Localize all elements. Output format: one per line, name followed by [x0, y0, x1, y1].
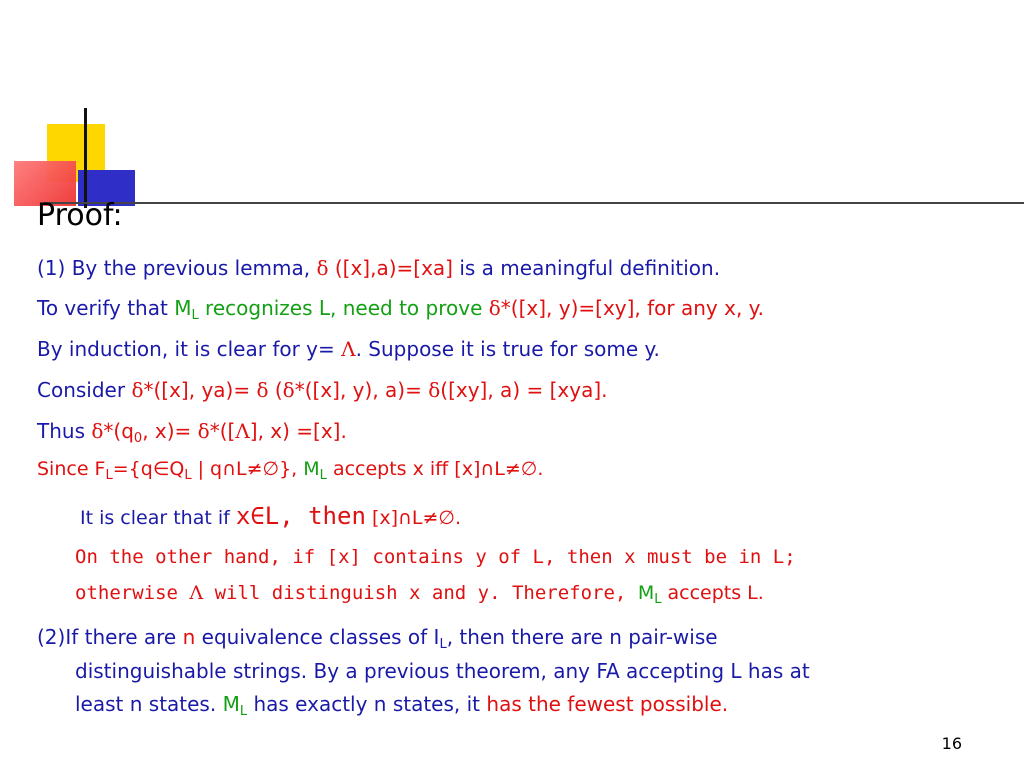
- line-12: least n states. $M_L$ has exactly n states, it has the fewest possible.: [75, 692, 729, 719]
- title-divider-line: [44, 202, 1024, 204]
- line-11: distinguishable strings. By a previous theorem, any FA accepting L has at: [75, 659, 810, 683]
- line-3: By induction, it is clear for y= Λ. Suppose it is true for some y.: [37, 337, 660, 361]
- line-7: It is clear that if x∈L, then [x]∩L≠∅.: [80, 502, 462, 530]
- line-6: Since $F_L=\{q\in Q_L$ | q∩L≠∅}, $M_L$ accepts x iff [x]∩L≠∅.: [37, 458, 544, 483]
- slide-title: Proof:: [37, 198, 123, 233]
- line-4: Consider δ*([x], ya)= δ (δ*([x], y), a)= δ([xy], a) = [xya].: [37, 378, 608, 402]
- page-number: 16: [941, 734, 962, 753]
- line-10: (2)If there are n equivalence classes of $I_L$, then there are n pair-wise: [37, 625, 718, 652]
- line-9: otherwise Λ will distinguish x and y. Therefore, $M_L$ accepts L.: [75, 582, 764, 607]
- line-2: To verify that $M_L$ recognizes L, need to prove δ*([x], y)=[xy], for any x, y.: [37, 296, 765, 323]
- decor-vertical-line: [84, 108, 87, 208]
- line-5: Thus $\delta*(q_0$, x)= δ*([Λ], x) =[x].: [37, 419, 347, 446]
- line-1: (1) By the previous lemma, δ ([x],a)=[xa] is a meaningful definition.: [37, 256, 721, 280]
- line-8: On the other hand, if [x] contains y of L, then x must be in L;: [75, 546, 796, 568]
